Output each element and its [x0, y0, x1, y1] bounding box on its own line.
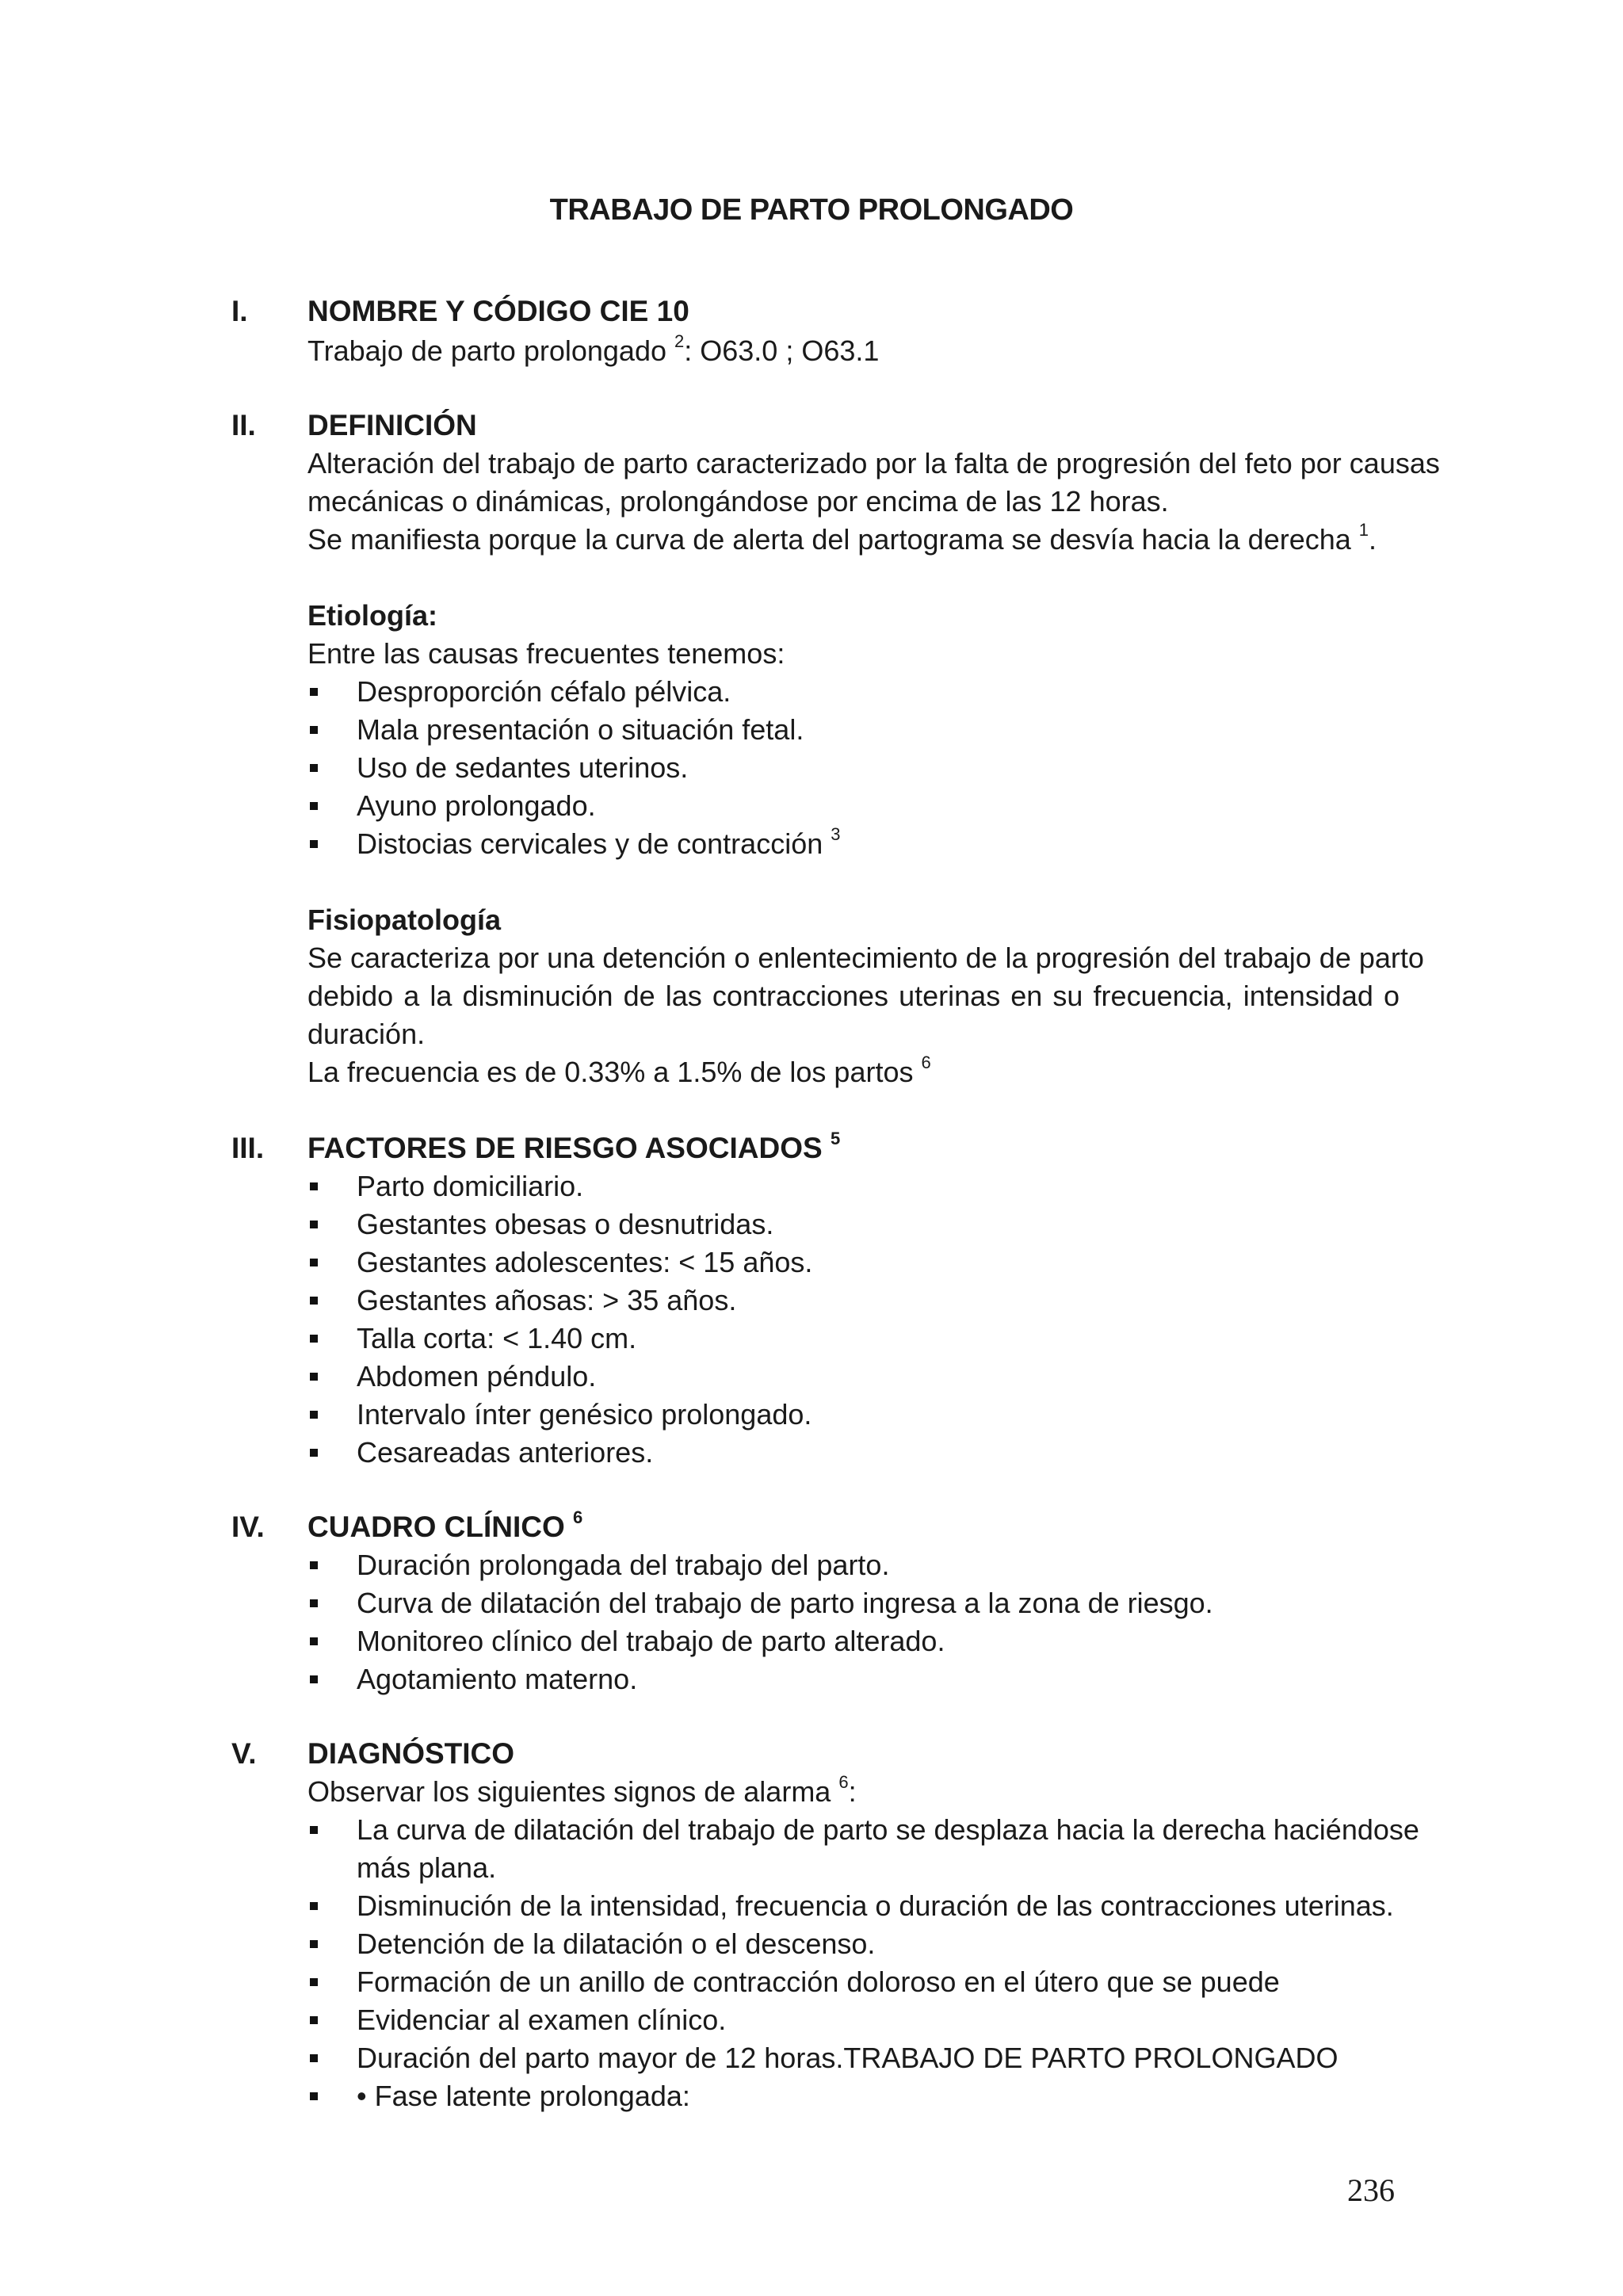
body-text: Observar los siguientes signos de alarma $^6$:	[307, 1772, 857, 1808]
square-bullet-icon	[310, 1335, 318, 1343]
section-number: II.	[231, 409, 256, 441]
square-bullet-icon	[310, 1411, 318, 1419]
subsection-title: Fisiopatología	[307, 904, 502, 936]
section-title: FACTORES DE RIESGO ASOCIADOS $^5$	[307, 1129, 841, 1164]
section-title: CUADRO CLÍNICO $^6$	[307, 1507, 583, 1543]
square-bullet-icon	[310, 764, 318, 772]
square-bullet-icon	[310, 1599, 318, 1607]
square-bullet-icon	[310, 2054, 318, 2062]
square-bullet-icon	[310, 1221, 318, 1228]
section-number: V.	[231, 1737, 257, 1770]
document-page: TRABAJO DE PARTO PROLONGADO I. NOMBRE Y CÓDIGO CIE 10 Trabajo de parto prolongado $^2$: O63.0 ; O63.1 II. DEFINICIÓN Alteración del trabajo de parto caracterizado por la falta de progresión del feto por causas mecánicas o dinámicas, prolongándose por encima de las 12 horas. Se manifiesta porque la curva de alerta del partograma se desvía hacia la derecha $^1$. Etiología: Entre las causas frecuentes tenemos: Desproporción céfalo pélvica. Mala presentación o situación fetal. Uso de sedantes uterinos. Ayuno prolongado. Distocias cervicales y de contracción $^3$ Fisiopatología Se caracteriza por una detención o enlentecimiento de la progresión del trabajo de parto debido a la disminución de las contracciones uterinas en su frecuencia, intensidad o duración. La frecuencia es de 0.33% a 1.5% de los partos $^6$ III. FACTORES DE RIESGO ASOCIADOS $^5$ Parto domiciliario. Gestantes obesas o desnutridas. Gestantes adolescentes: < 15 años. Gestantes añosas: > 35 años. Talla corta: < 1.40 cm. Abdomen péndulo. Intervalo ínter genésico prolongado. Cesareadas anteriores. IV. CUADRO CLÍNICO $^6$ Duración prolongada del trabajo del parto. Curva de dilatación del trabajo de parto ingresa a la zona de riesgo. Monitoreo clínico del trabajo de parto alterado. Agotamiento materno. V. DIAGNÓSTICO Observar los siguientes signos de alarma $^6$: La curva de dilatación del trabajo de parto se desplaza hacia la derecha haciéndose más plana. Disminución de la intensidad, frecuencia o duración de las contracciones uterinas. Detención de la dilatación o el descenso. Formación de un anillo de contracción doloroso en el útero que se puede Evidenciar al examen clínico. Duración del parto mayor de 12 horas.TRABAJO DE PARTO PROLONGADO • Fase latente prolongada: 236	[0, 0, 1623, 2296]
body-text: Alteración del trabajo de parto caracterizado por la falta de progresión del feto por causas	[307, 447, 1440, 479]
section-title: DIAGNÓSTICO	[307, 1737, 515, 1770]
citation: 1	[1358, 520, 1369, 540]
body-text: mecánicas o dinámicas, prolongándose por encima de las 12 horas.	[307, 485, 1169, 518]
body-text: La frecuencia es de 0.33% a 1.5% de los partos $^6$	[307, 1052, 931, 1088]
citation: 5	[830, 1129, 841, 1148]
square-bullet-icon	[310, 1449, 318, 1457]
section-title: NOMBRE Y CÓDIGO CIE 10	[307, 295, 689, 327]
square-bullet-icon	[310, 1373, 318, 1381]
square-bullet-icon	[310, 1978, 318, 1986]
section-number: I.	[231, 295, 248, 327]
square-bullet-icon	[310, 1297, 318, 1305]
citation: 6	[838, 1772, 849, 1792]
square-bullet-icon	[310, 1182, 318, 1190]
square-bullet-icon	[310, 802, 318, 810]
square-bullet-icon	[310, 1637, 318, 1645]
square-bullet-icon	[310, 1675, 318, 1683]
body-text: Entre las causas frecuentes tenemos:	[307, 637, 785, 670]
citation: 3	[831, 824, 841, 844]
section-number: IV.	[231, 1511, 265, 1543]
square-bullet-icon	[310, 1259, 318, 1266]
square-bullet-icon	[310, 2092, 318, 2100]
section-number: III.	[231, 1132, 265, 1164]
square-bullet-icon	[310, 1940, 318, 1948]
square-bullet-icon	[310, 726, 318, 734]
body-text: debido a la disminución de las contracciones uterinas en su frecuencia, intensidad o	[307, 980, 1400, 1012]
body-text: duración.	[307, 1018, 426, 1050]
document-title: TRABAJO DE PARTO PROLONGADO	[549, 193, 1074, 227]
square-bullet-icon	[310, 1561, 318, 1569]
square-bullet-icon	[310, 688, 318, 696]
section-title: DEFINICIÓN	[307, 409, 477, 441]
body-text: Se caracteriza por una detención o enlentecimiento de la progresión del trabajo de parto	[307, 942, 1424, 974]
body-text: Trabajo de parto prolongado $^2$: O63.0 ; O63.1	[307, 331, 880, 367]
citation: 6	[921, 1052, 931, 1072]
subsection-title: Etiología:	[307, 599, 437, 632]
square-bullet-icon	[310, 1902, 318, 1910]
square-bullet-icon	[310, 1826, 318, 1834]
body-text: Se manifiesta porque la curva de alerta del partograma se desvía hacia la derecha $^1$.	[307, 520, 1377, 556]
citation: 2	[674, 331, 685, 351]
square-bullet-icon	[310, 840, 318, 848]
citation: 6	[573, 1507, 583, 1527]
page-number: 236	[1347, 2172, 1395, 2208]
square-bullet-icon	[310, 2016, 318, 2024]
